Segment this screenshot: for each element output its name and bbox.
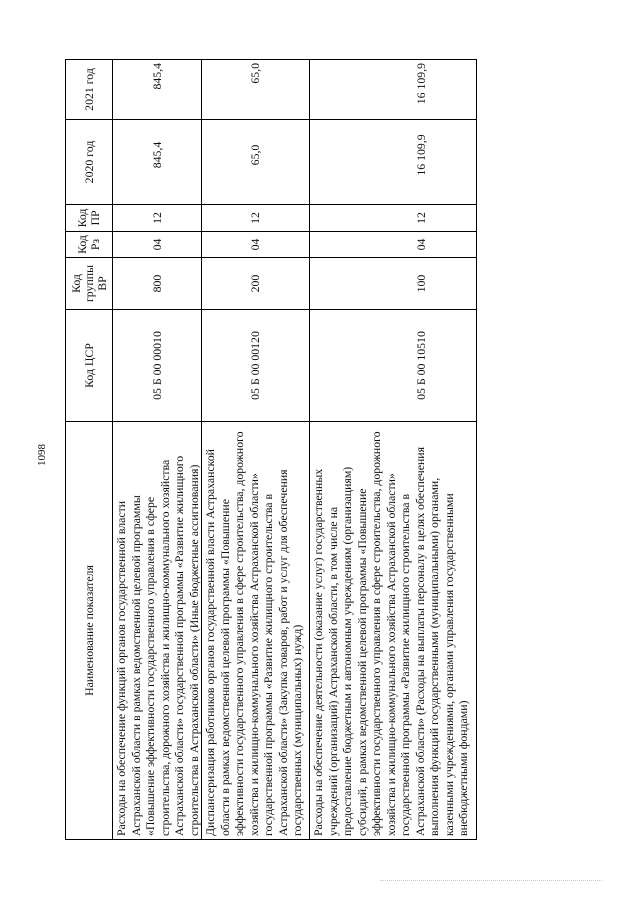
- row-name-line: выполнения функций государственными (муниципальными) органами,: [427, 477, 441, 836]
- table-row: [310, 60, 477, 840]
- row-name-line: строительства, дорожного хозяйства и жилищно-коммунального хозяйства: [157, 459, 172, 836]
- vr-code-cell: 100: [310, 258, 477, 310]
- row-name-cell: [113, 422, 202, 840]
- amount-2020-cell: 65,0: [202, 120, 310, 205]
- row-name-line: Расходы на обеспечение деятельности (оказание услуг) государственных: [311, 468, 325, 836]
- rz-code-cell: 04: [113, 232, 202, 258]
- header-vr-code: Код группы ВР: [66, 258, 113, 310]
- row-name-line: строительства в Астраханской области» (Иные бюджетные ассигнования): [186, 464, 201, 836]
- amount-2020-cell: 16 109,9: [310, 120, 477, 205]
- row-name-line: государственных (муниципальных) нужд): [290, 624, 304, 836]
- table-row: [202, 60, 310, 840]
- amount-2021-cell: 65,0: [202, 60, 310, 120]
- csr-code-cell: 05 Б 00 00120: [202, 310, 310, 422]
- row-name-line: субсидий, в рамках ведомственной целевой программы «Повышение: [354, 488, 369, 836]
- csr-code-cell: 05 Б 00 00010: [113, 310, 202, 422]
- row-name-line: хозяйства и жилищно-коммунального хозяйства Астраханской области»: [383, 473, 398, 836]
- row-name-line: эффективности государственного управления в сфере строительства, дорожного: [232, 431, 246, 836]
- table-header-row: [66, 60, 113, 840]
- header-rz-code: Код Рз: [66, 232, 113, 258]
- amount-2021-cell: 16 109,9: [310, 60, 477, 120]
- rz-code-cell: 04: [310, 232, 477, 258]
- header-name: Наименование показателя: [66, 422, 113, 840]
- pr-code-cell: 12: [113, 205, 202, 232]
- row-name-line: «Повышение эффективности государственного управления в сфере: [143, 496, 157, 836]
- row-name-line: хозяйства и жилищно-коммунального хозяйства Астраханской области»: [246, 473, 261, 836]
- row-name-line: области в рамках ведомственной целевой программы «Повышение: [217, 499, 232, 836]
- row-name-line: предоставление бюджетным и автономным учреждениям (организациям): [340, 466, 354, 836]
- row-name-line: Астраханской области» государственной программы «Развитие жилищного: [172, 455, 186, 836]
- row-name-line: Диспансеризация работников органов государственной власти Астраханской: [203, 449, 217, 836]
- csr-code-cell: 05 Б 00 10510: [310, 310, 477, 422]
- row-name-line: казенными учреждениями, органами управления государственными: [441, 493, 456, 836]
- row-name-line: государственной программы «Развитие жилищного строительства в: [261, 493, 275, 836]
- page-number: 1098: [36, 444, 48, 466]
- amount-2021-cell: 845,4: [113, 60, 202, 120]
- row-name-cell: [310, 422, 477, 840]
- header-pr-code: Код ПР: [66, 205, 113, 232]
- row-name-line: внебюджетными фондами): [456, 700, 470, 836]
- row-name-line: государственной программы «Развитие жилищного строительства в: [398, 493, 412, 836]
- row-name-line: Астраханской области» (Расходы на выплаты персоналу в целях обеспечения: [412, 446, 427, 836]
- budget-table: [65, 59, 477, 840]
- header-year-2021: 2021 год: [66, 60, 113, 120]
- row-name-line: Расходы на обеспечение функций органов государственной власти: [114, 500, 128, 836]
- table-row: [113, 60, 202, 840]
- header-year-2020: 2020 год: [66, 120, 113, 205]
- vr-code-cell: 800: [113, 258, 202, 310]
- scan-artifact-line: [380, 880, 602, 881]
- row-name-line: учреждений (организаций) Астраханской области, в том числе на: [325, 506, 340, 836]
- pr-code-cell: 12: [202, 205, 310, 232]
- vr-code-cell: 200: [202, 258, 310, 310]
- header-csr-code: Код ЦСР: [66, 310, 113, 422]
- row-name-line: Астраханской области» (Закупка товаров, работ и услуг для обеспечения: [275, 469, 290, 836]
- row-name-line: Астраханской области в рамках ведомственной целевой программы: [128, 495, 143, 836]
- row-name-line: эффективности государственного управления в сфере строительства, дорожного: [369, 431, 383, 836]
- pr-code-cell: 12: [310, 205, 477, 232]
- rz-code-cell: 04: [202, 232, 310, 258]
- row-name-cell: [202, 422, 310, 840]
- amount-2020-cell: 845,4: [113, 120, 202, 205]
